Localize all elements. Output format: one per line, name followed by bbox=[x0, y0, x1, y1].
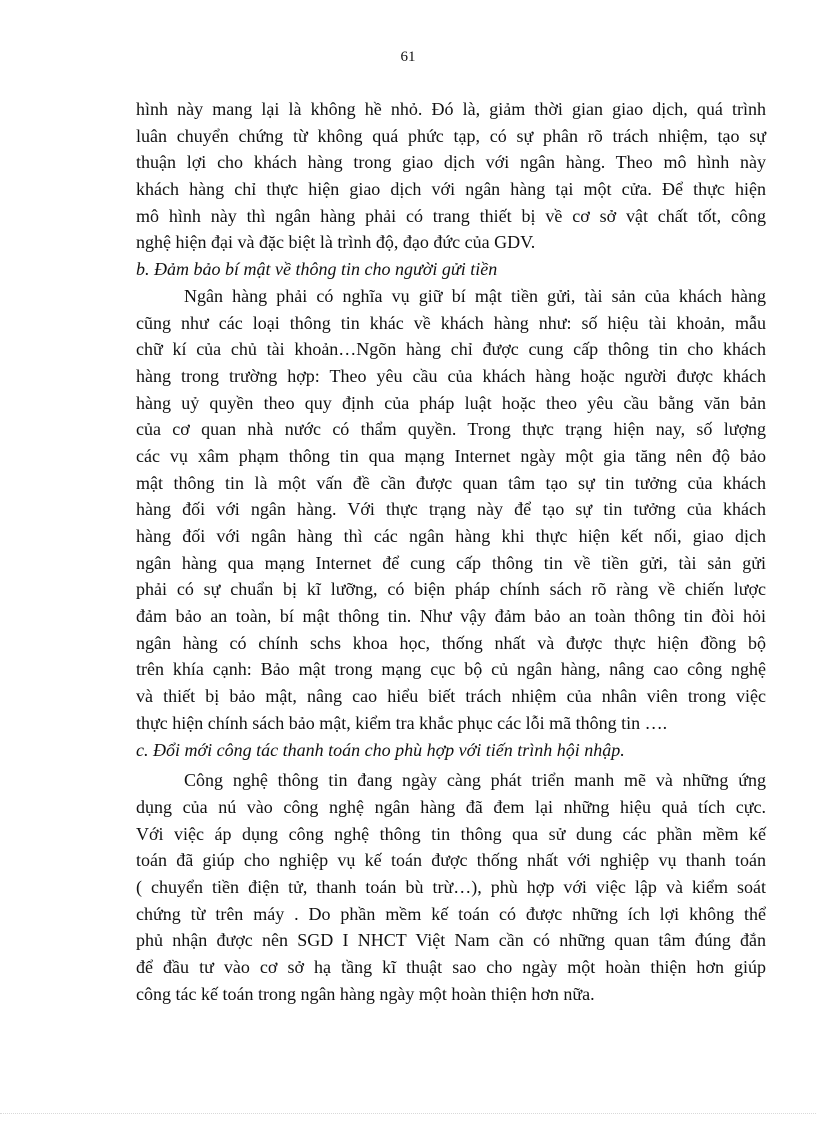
page-number: 61 bbox=[400, 49, 416, 65]
document-body bbox=[136, 96, 766, 1007]
text-line: phải có sự chuẩn bị kĩ lưỡng, có biện pháp chính sách rõ ràng về chiến lược bbox=[136, 579, 766, 600]
paragraph-3 bbox=[136, 767, 766, 1007]
text-line: công tác kế toán trong ngân hàng ngày một hoàn thiện hơn nữa. bbox=[136, 983, 595, 1004]
text-line: thực hiện chính sách bảo mật, kiểm tra khắc phục các lỗi mã thông tin …. bbox=[136, 712, 668, 733]
text-line: ngân hàng có chính schs khoa học, thống nhất và được thực hiện đồng bộ bbox=[136, 632, 766, 653]
section-heading-b: b. Đảm bảo bí mật về thông tin cho người gửi tiền bbox=[136, 259, 498, 280]
text-line: toán đã giúp cho nghiệp vụ kế toán được thống nhất với nghiệp vụ thanh toán bbox=[136, 850, 766, 871]
text-line: đảm bảo an toàn, bí mật thông tin. Như vậy đảm bảo an toàn thông tin đòi hỏi bbox=[136, 606, 766, 627]
text-line: mô hình này thì ngân hàng phải có trang thiết bị về cơ sở vật chất tốt, công bbox=[136, 205, 766, 226]
text-line: và thiết bị bảo mật, nâng cao hiểu biết trách nhiệm của nhân viên trong việc bbox=[136, 686, 766, 707]
text-line: hàng đối với ngân hàng. Với thực trạng này để tạo sự tin tưởng của khách bbox=[136, 499, 766, 520]
text-line: ( chuyển tiền điện tử, thanh toán bù trừ…), phù hợp với việc lập và kiểm soát bbox=[136, 876, 766, 897]
text-line: ngân hàng qua mạng Internet để cung cấp thông tin về tiền gửi, tài sản gửi bbox=[136, 552, 766, 573]
text-line: thuận lợi cho khách hàng trong giao dịch với ngân hàng. Theo mô hình này bbox=[136, 152, 766, 173]
page-bottom-rule bbox=[0, 1113, 816, 1114]
text-line: hàng trong trường hợp: Theo yêu cầu của khách hàng hoặc người được khách bbox=[136, 365, 766, 386]
paragraph-1 bbox=[136, 96, 766, 256]
text-line: luân chuyển chứng từ không quá phức tạp, có sự phân rõ trách nhiệm, tạo sự bbox=[136, 125, 766, 146]
text-line: nghệ hiện đại và đặc biệt là trình độ, đạo đức của GDV. bbox=[136, 232, 536, 253]
text-line: hình này mang lại là không hề nhỏ. Đó là, giảm thời gian giao dịch, quá trình bbox=[136, 99, 766, 119]
text-line: hàng uỷ quyền theo quy định của pháp luật hoặc theo yêu cầu bằng văn bản bbox=[136, 392, 766, 413]
section-heading-c: c. Đổi mới công tác thanh toán cho phù hợp với tiến trình hội nhập. bbox=[136, 739, 625, 760]
text-line: Với việc áp dụng công nghệ thông tin thông qua sử dung các phần mềm kế bbox=[136, 823, 766, 844]
paragraph-2 bbox=[136, 283, 766, 737]
text-line: chữ kí của chủ tài khoản…Ngõn hàng chỉ được cung cấp thông tin cho khách bbox=[136, 339, 766, 360]
text-line: chứng từ trên máy . Do phần mềm kế toán có được những ích lợi không thể bbox=[136, 903, 766, 924]
text-line: của cơ quan nhà nước có thẩm quyền. Trong thực trạng hiện nay, số lượng bbox=[136, 419, 766, 440]
text-line: các vụ xâm phạm thông tin qua mạng Internet ngày một gia tăng nên độ bảo bbox=[136, 445, 766, 466]
text-line: khách hàng chỉ thực hiện giao dịch với ngân hàng tại một cửa. Để thực hiện bbox=[136, 179, 766, 200]
text-line: mật thông tin là một vấn đề cần được quan tâm tạo sự tin tưởng của khách bbox=[136, 472, 766, 493]
text-line: cũng như các loại thông tin khác về khách hàng như: số hiệu tài khoản, mẫu bbox=[136, 312, 766, 333]
text-line: để đầu tư vào cơ sở hạ tầng kĩ thuật sao cho ngày một hoàn thiện hơn giúp bbox=[136, 957, 766, 977]
text-line: hàng đối với ngân hàng thì các ngân hàng khi thực hiện kết nối, giao dịch bbox=[136, 526, 766, 546]
text-line: Công nghệ thông tin đang ngày càng phát triển manh mẽ và những ứng bbox=[184, 770, 766, 791]
text-line: trên khía cạnh: Bảo mật trong mạng cục bộ củ ngân hàng, nâng cao công nghệ bbox=[136, 659, 766, 680]
text-line: Ngân hàng phải có nghĩa vụ giữ bí mật tiền gửi, tài sản của khách hàng bbox=[184, 285, 766, 306]
text-line: phủ nhận được nên SGD I NHCT Việt Nam cần có những quan tâm đúng đắn bbox=[136, 930, 766, 951]
text-line: dụng của nú vào công nghệ ngân hàng đã đem lại những hiệu quả tích cực. bbox=[136, 796, 766, 817]
